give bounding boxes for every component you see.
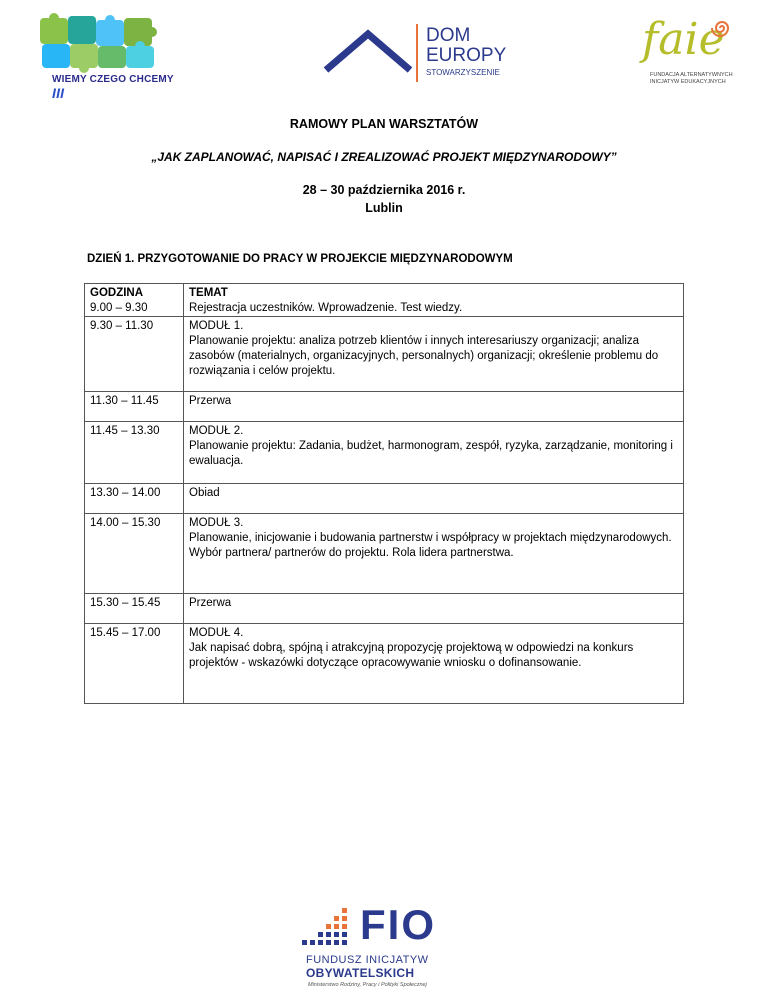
row-time: 9.00 – 9.30 <box>90 302 148 314</box>
wiemy-czego-chcemy-logo <box>30 12 180 101</box>
table-row <box>85 594 684 624</box>
table-row <box>85 484 684 514</box>
dots-icon <box>298 906 358 952</box>
faie-logo-subtitle: FUNDACJA ALTERNATYWNYCH INICJATYW EDUKACYJNYCH <box>650 72 733 85</box>
row-time: 15.45 – 17.00 <box>85 624 184 704</box>
wiemy-logo-suffix: III <box>52 85 65 101</box>
dom-divider <box>416 24 418 82</box>
row-topic-line: Planowanie projektu: Zadania, budżet, harmonogram, zespół, ryzyka, zarządzanie, monitoring i ewaluacja. <box>189 440 673 467</box>
row-topic <box>184 514 684 594</box>
document-subtitle: „JAK ZAPLANOWAĆ, NAPISAĆ I ZREALIZOWAĆ PROJEKT MIĘDZYNARODOWY” <box>151 150 617 164</box>
table-header-row <box>85 284 684 317</box>
row-time: 14.00 – 15.30 <box>85 514 184 594</box>
row-topic-line: MODUŁ 2. <box>189 425 244 437</box>
row-topic <box>184 317 684 392</box>
event-city: Lublin <box>365 201 403 215</box>
row-topic <box>184 594 684 624</box>
event-dates: 28 – 30 października 2016 r. <box>302 183 466 197</box>
row-time: 11.45 – 13.30 <box>85 422 184 484</box>
row-topic <box>184 624 684 704</box>
row-time: 13.30 – 14.00 <box>85 484 184 514</box>
table-row <box>85 422 684 484</box>
faie-logo <box>640 14 750 96</box>
roof-icon <box>318 22 418 87</box>
row-topic <box>184 422 684 484</box>
table-row <box>85 624 684 704</box>
row-topic-line: MODUŁ 3. <box>189 517 244 529</box>
row-topic-line: MODUŁ 1. <box>189 320 244 332</box>
day-heading: DZIEŃ 1. PRZYGOTOWANIE DO PRACY W PROJEKCIE MIĘDZYNARODOWYM <box>87 253 513 265</box>
dom-logo-line1: DOM <box>426 25 471 46</box>
row-topic-line: Jak napisać dobrą, spójną i atrakcyjną propozycję projektową w odpowiedzi na konkurs projektów - wskazówki dotyczące opracowywanie wniosku o dofinansowanie. <box>189 642 634 669</box>
row-topic <box>184 484 684 514</box>
row-topic-line: Przerwa <box>189 597 232 609</box>
header-cell-topic <box>184 284 684 317</box>
fio-logo-word: FIO <box>360 901 436 948</box>
row-topic-line: Rejestracja uczestników. Wprowadzenie. Test wiedzy. <box>189 302 463 314</box>
logo-bar <box>0 0 768 100</box>
row-topic-line: MODUŁ 4. <box>189 627 244 639</box>
row-topic-line: Planowanie projektu: analiza potrzeb klientów i innych interesariuszy organizacji; analiza zasobów (materialnych, organizacyjnych, personalnych) organizacji; określenie problemu do rozwiązania i celów projektu. <box>189 335 659 377</box>
schedule-table <box>84 283 684 704</box>
row-time: 11.30 – 11.45 <box>85 392 184 422</box>
wiemy-logo-text: WIEMY CZEGO CHCEMY <box>52 74 174 85</box>
spiral-icon <box>710 16 734 40</box>
header-cell-time <box>85 284 184 317</box>
dom-europy-logo <box>318 22 518 87</box>
faie-logo-word: faie <box>642 14 725 65</box>
row-time: 9.30 – 11.30 <box>85 317 184 392</box>
row-topic-line: Obiad <box>189 487 220 499</box>
row-time: 15.30 – 15.45 <box>85 594 184 624</box>
dom-logo-line2: EUROPY <box>426 45 507 66</box>
table-row <box>85 317 684 392</box>
fio-logo-line3: Ministerstwo Rodziny, Pracy i Polityki Społecznej <box>308 982 427 988</box>
fio-logo-line2: OBYWATELSKICH <box>306 966 415 980</box>
row-topic-line: Planowanie, inicjowanie i budowania partnerstw i współpracy w projektach międzynarodowych. Wybór partnera/ partnerów do projektu. Rola lidera partnerstwa. <box>189 532 672 559</box>
row-topic <box>184 392 684 422</box>
column-header-time: GODZINA <box>90 287 144 299</box>
row-topic-line: Przerwa <box>189 395 232 407</box>
table-row <box>85 392 684 422</box>
dom-logo-line3: STOWARZYSZENIE <box>426 68 500 77</box>
fio-logo <box>298 902 478 994</box>
fio-logo-line1: FUNDUSZ INICJATYW <box>306 954 429 966</box>
column-header-topic: TEMAT <box>189 287 228 299</box>
document-title: RAMOWY PLAN WARSZTATÓW <box>289 117 479 131</box>
table-row <box>85 514 684 594</box>
